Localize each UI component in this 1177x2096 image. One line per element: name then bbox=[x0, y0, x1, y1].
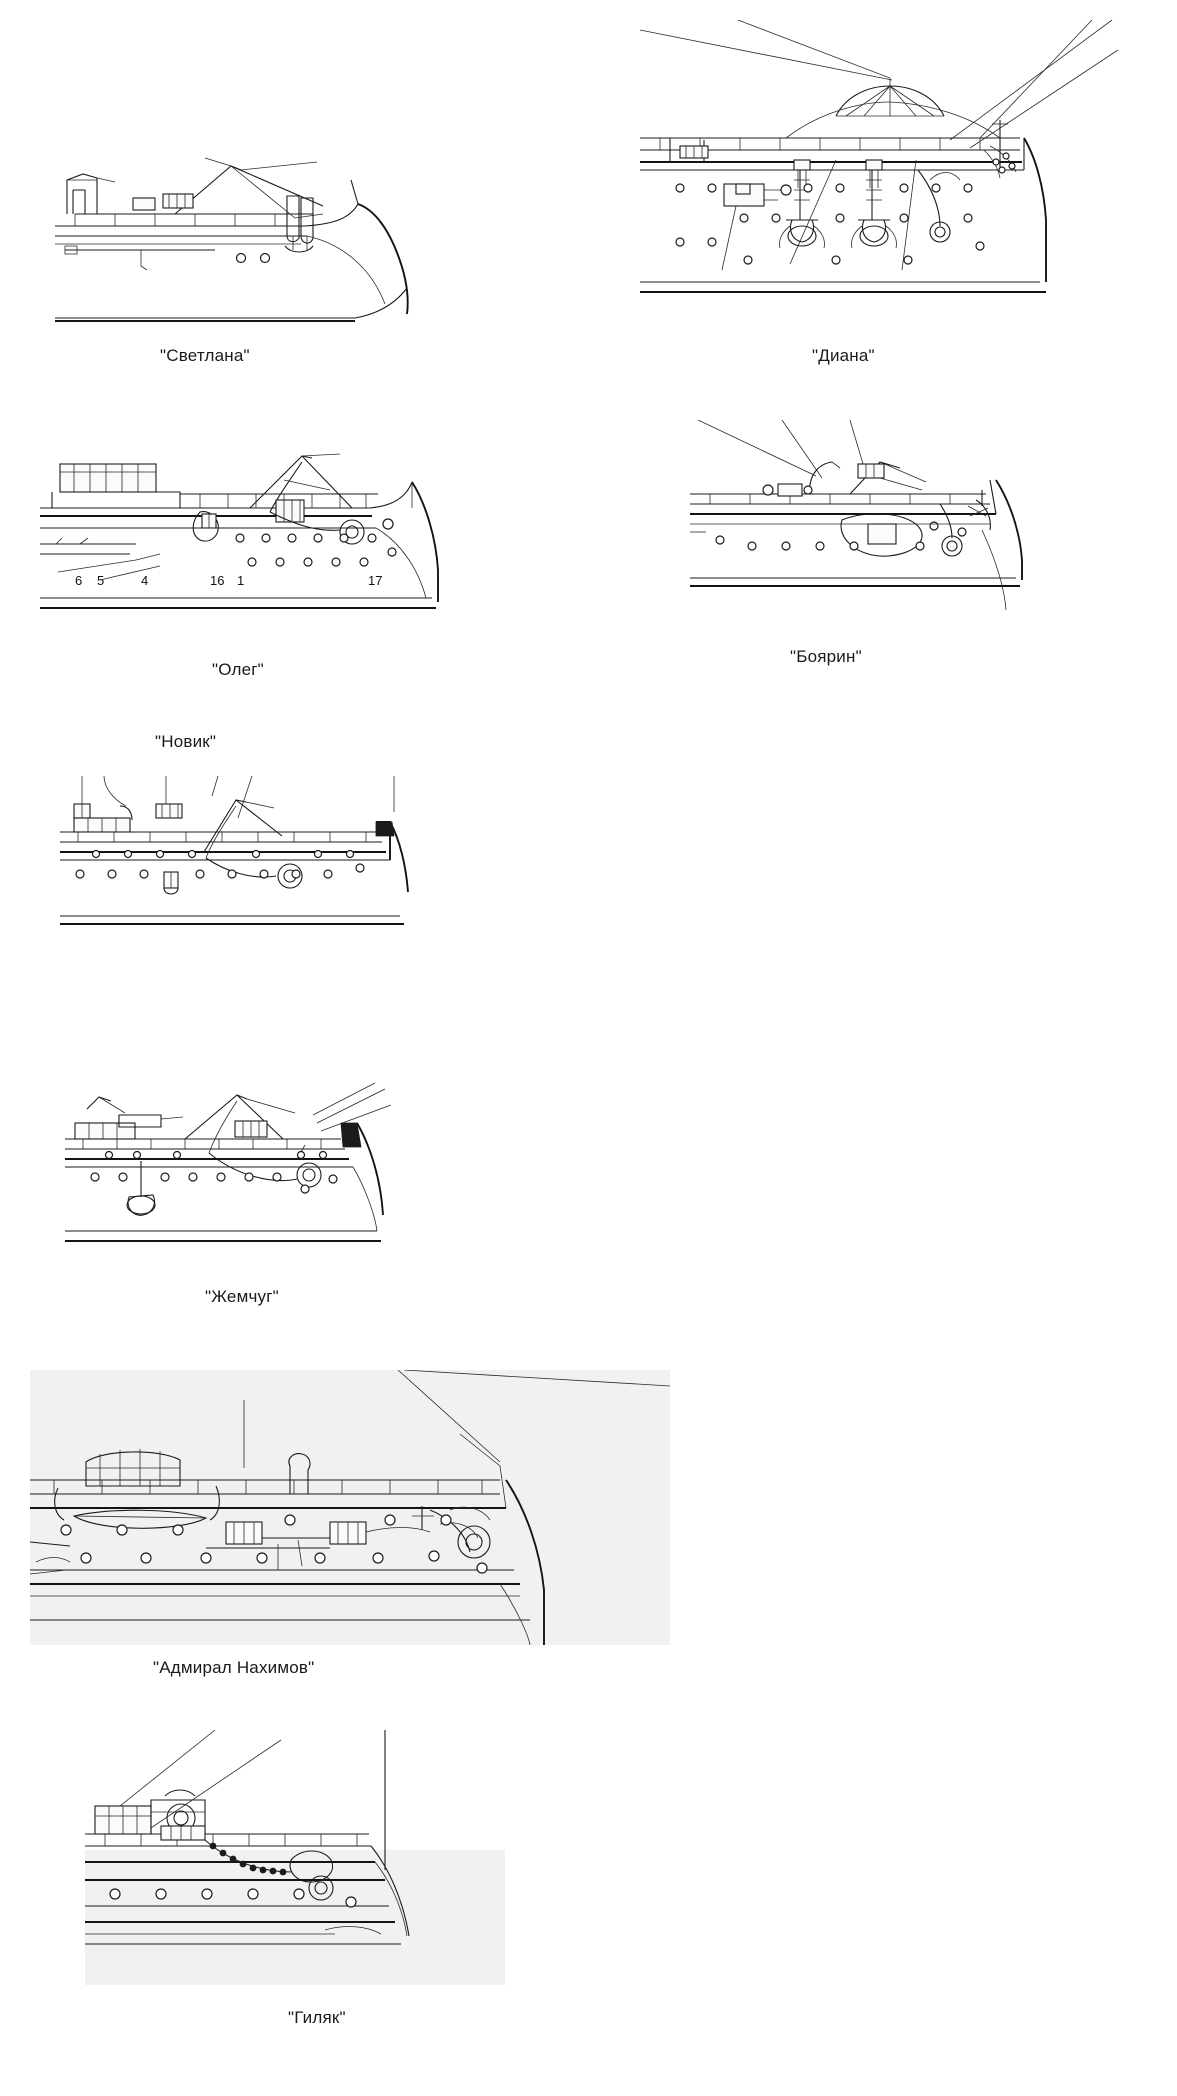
figure-oleg bbox=[40, 420, 520, 630]
callout-5: 5 bbox=[97, 573, 105, 588]
gilyak-drawing bbox=[85, 1730, 505, 1995]
callout-16: 16 bbox=[210, 573, 225, 588]
figure-boyarin bbox=[690, 420, 1130, 620]
figure-zhemchug bbox=[65, 1075, 495, 1275]
zhemchug-drawing bbox=[65, 1075, 495, 1275]
admiral-nakhimov-drawing bbox=[30, 1370, 670, 1645]
caption-zhemchug: "Жемчуг" bbox=[205, 1287, 279, 1306]
callout-4: 4 bbox=[141, 573, 149, 588]
callout-6: 6 bbox=[75, 573, 83, 588]
caption-oleg: "Олег" bbox=[212, 660, 264, 679]
svetlana-drawing bbox=[55, 118, 505, 333]
novik-drawing bbox=[60, 760, 540, 945]
figure-gilyak bbox=[85, 1730, 505, 1995]
caption-novik: "Новик" bbox=[155, 732, 217, 751]
callout-1: 1 bbox=[237, 573, 245, 588]
figure-svetlana bbox=[55, 118, 505, 333]
boyarin-drawing bbox=[690, 420, 1130, 620]
caption-admiral-nakhimov: "Адмирал Нахимов" bbox=[153, 1658, 315, 1677]
figure-diana bbox=[640, 20, 1120, 330]
caption-gilyak: "Гиляк" bbox=[288, 2008, 346, 2027]
caption-boyarin: "Боярин" bbox=[790, 647, 862, 666]
figure-novik bbox=[60, 760, 540, 945]
diana-drawing bbox=[640, 20, 1120, 330]
oleg-drawing bbox=[40, 420, 520, 630]
caption-svetlana: "Светлана" bbox=[160, 346, 250, 365]
callout-17: 17 bbox=[368, 573, 383, 588]
figure-admiral-nakhimov bbox=[30, 1370, 670, 1645]
caption-diana: "Диана" bbox=[812, 346, 875, 365]
